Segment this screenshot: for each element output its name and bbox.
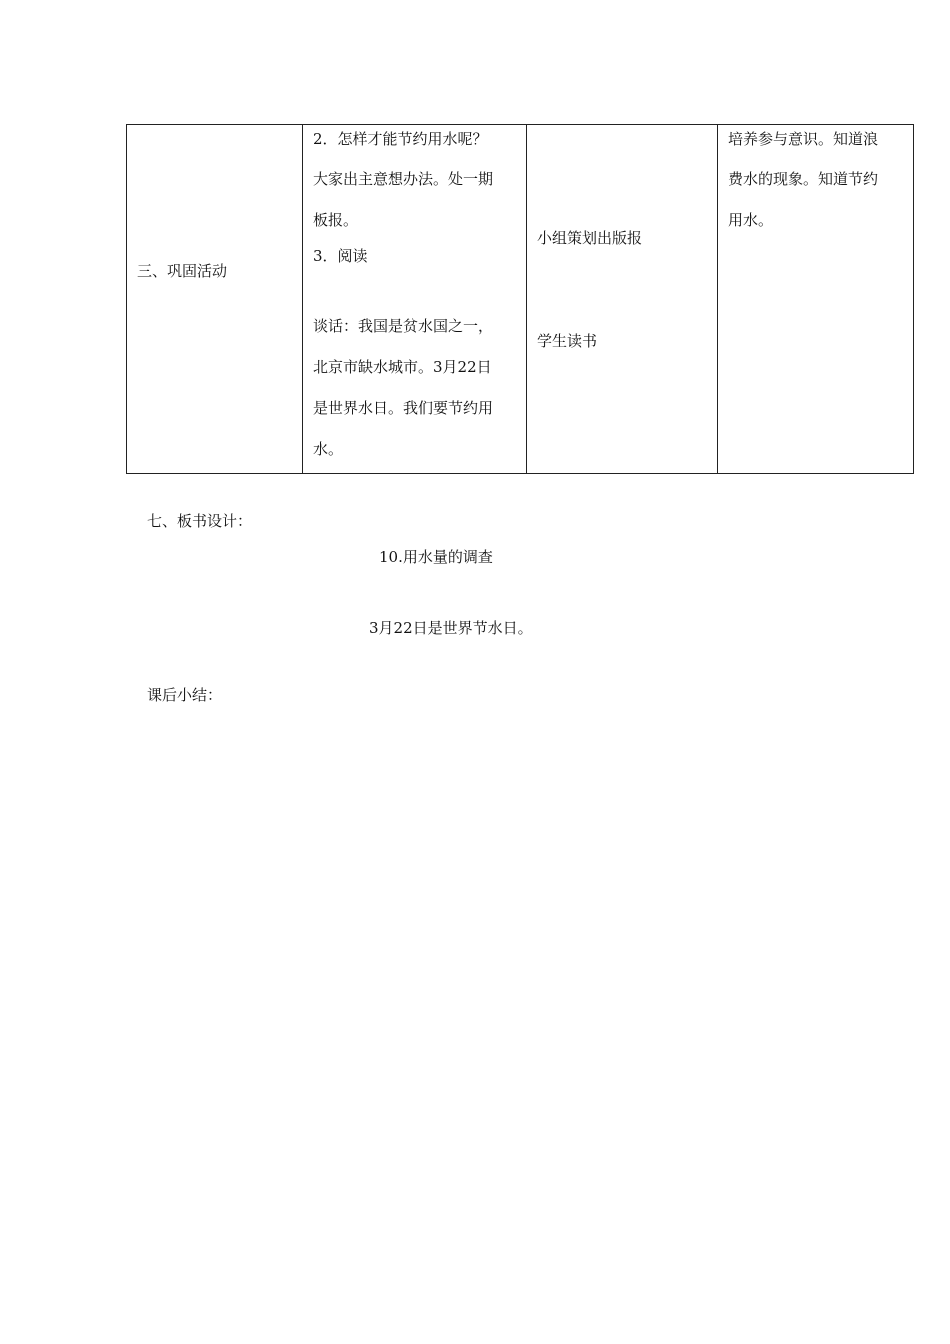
activity-label: 学生读书 xyxy=(537,332,598,350)
table-row xyxy=(127,125,914,474)
content-line: 3．阅读 xyxy=(313,247,368,265)
activity-label: 小组策划出版报 xyxy=(537,229,643,247)
board-design-heading: 七、板书设计： xyxy=(147,512,253,530)
lesson-table xyxy=(126,124,914,474)
content-line: 谈话：我国是贫水国之一， xyxy=(313,317,494,335)
content-line: 大家出主意想办法。处一期 xyxy=(313,170,494,188)
goal-line: 用水。 xyxy=(728,211,774,229)
board-design-note: 3月22日是世界节水日。 xyxy=(369,619,533,637)
goal-line: 培养参与意识。知道浪 xyxy=(728,130,879,148)
content-line: 是世界水日。我们要节约用 xyxy=(313,399,494,417)
content-cell xyxy=(303,125,527,474)
content-line: 水。 xyxy=(313,440,344,458)
activity-cell xyxy=(527,125,718,474)
summary-heading: 课后小结： xyxy=(147,686,223,704)
goal-line: 费水的现象。知道节约 xyxy=(728,170,879,188)
content-line: 板报。 xyxy=(313,211,359,229)
board-design-title: 10.用水量的调查 xyxy=(379,548,493,566)
content-line: 北京市缺水城市。3月22日 xyxy=(313,358,492,376)
goal-cell xyxy=(718,125,914,474)
stage-label: 三、巩固活动 xyxy=(137,262,228,280)
stage-cell xyxy=(127,125,303,474)
content-line: 2．怎样才能节约用水呢？ xyxy=(313,130,488,148)
